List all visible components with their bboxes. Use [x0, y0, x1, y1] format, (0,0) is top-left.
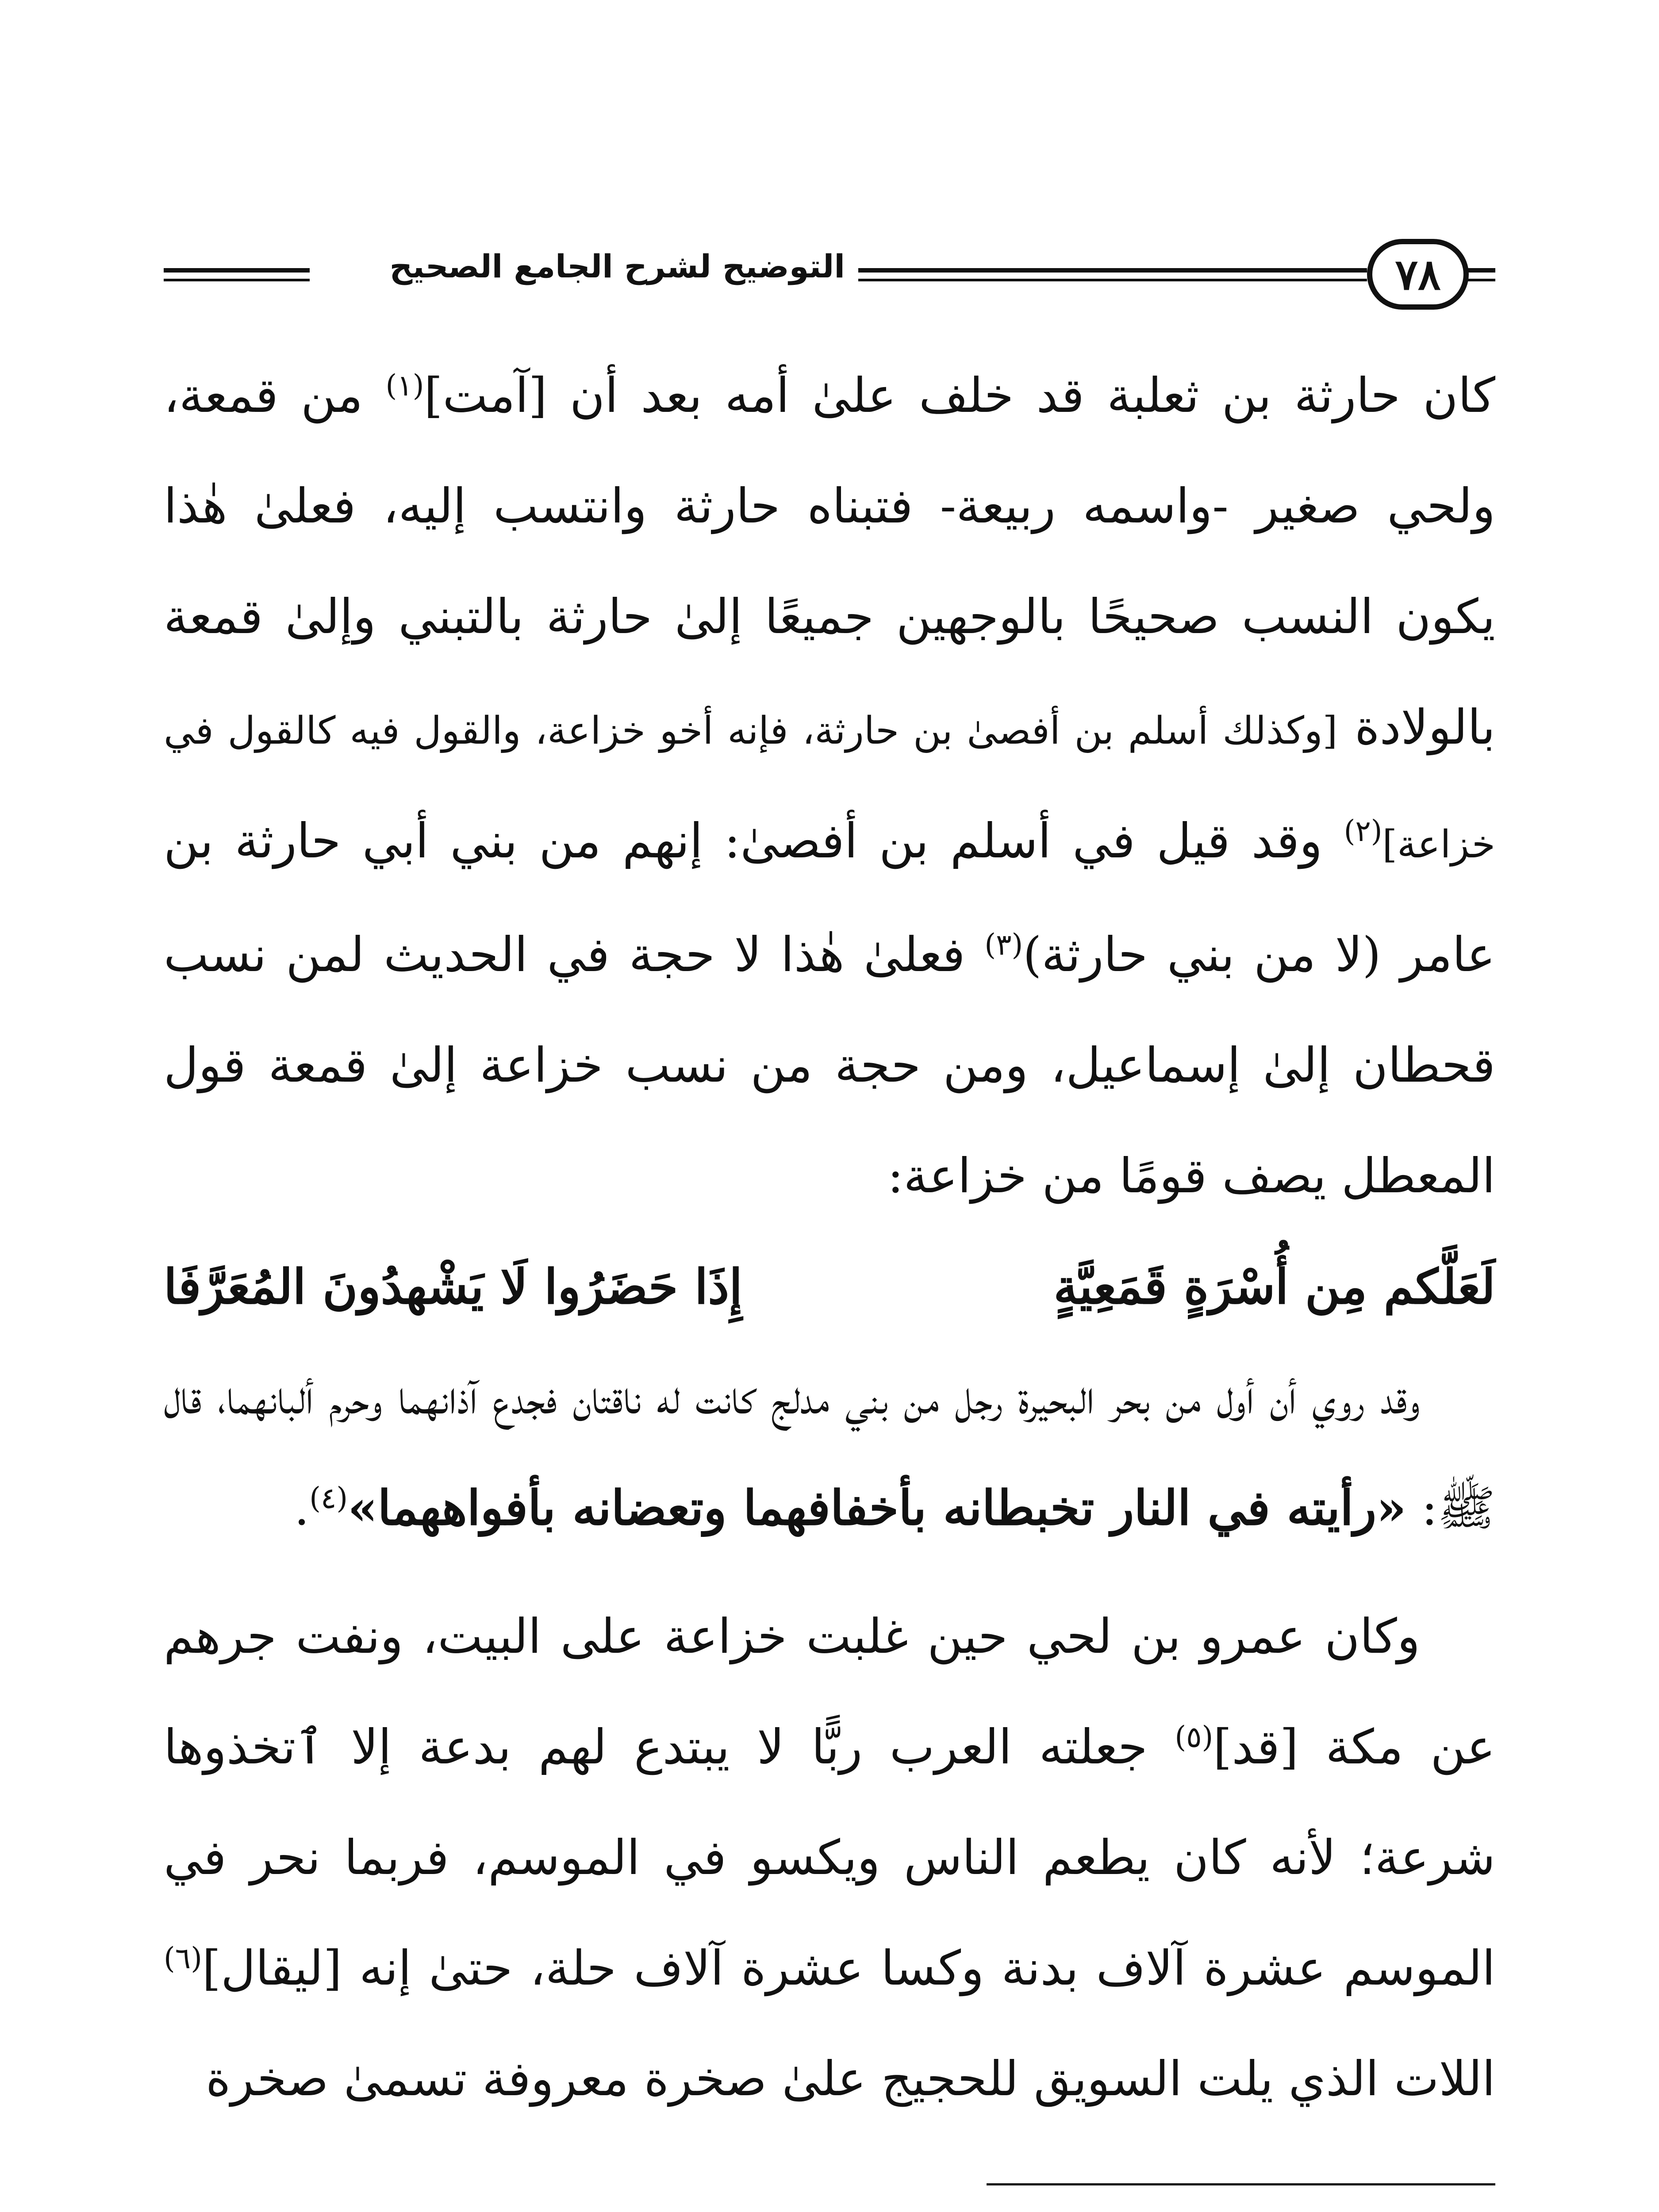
paragraph: وقد روي أن أول من بحر البحيرة رجل من بني مدلج كانت له ناقتان فجدع آذانهما وحرم ألبانهما، قال ﷺ: «رأيته في النار تخبطانه بأخفافهما وتعضانه بأفواههما»$^{(٤)}$. — [164, 1370, 1495, 1536]
footnote-marker[interactable]: (٣) — [984, 928, 1023, 962]
footnote — [164, 2199, 1495, 2212]
footnote-marker[interactable]: (١) — [385, 369, 424, 403]
footnote-separator — [987, 2183, 1495, 2185]
footnote-marker[interactable]: (٦) — [164, 1941, 202, 1975]
footnote-marker[interactable]: (٢) — [1344, 814, 1382, 848]
book-page — [164, 239, 1495, 2212]
verse-first-half: لَعَلَّكم مِن أُسْرَةٍ قَمَعِيَّةٍ — [1053, 1259, 1495, 1315]
footnote-text — [164, 2199, 1402, 2212]
running-title: التوضيح لشرح الجامع الصحيح — [389, 248, 845, 285]
inserted-text: [وكذلك أسلم بن أفصىٰ بن حارثة، فإنه أخو خزاعة، والقول فيه كالقول في خزاعة] — [164, 709, 1495, 867]
header-rule — [164, 268, 310, 281]
footnotes — [164, 2199, 1495, 2212]
paragraph: كان حارثة بن ثعلبة قد خلف علىٰ أمه بعد أن [آمت]$^{(١)}$ من قمعة، ولحي صغير -واسمه ربيعة- فتبناه حارثة وانتسب إليه، فعلىٰ هٰذا يكون النسب صحيحًا بالوجهين جميعًا إلىٰ حارثة بالتبني وإلىٰ قمعة بالولادة [وكذلك أسلم بن أفصىٰ بن حارثة، فإنه أخو خزاعة، والقول فيه كالقول في خزاعة]$^{(٢)}$ وقد قيل في أسلم بن أفصىٰ: إنهم من بني أبي حارثة بن عامر (لا من بني حارثة)$^{(٣)}$ فعلىٰ هٰذا لا حجة في الحديث لمن نسب قحطان إلىٰ إسماعيل، ومن حجة من نسب خزاعة إلىٰ قمعة قول المعطل يصف قومًا من خزاعة: — [164, 368, 1496, 1204]
header-rule — [1464, 268, 1495, 281]
page-header — [164, 239, 1495, 319]
verse-second-half: إِذَا حَضَرُوا لَا يَشْهدُونَ المُعَرَّفَا — [164, 1259, 743, 1315]
footnote-marker[interactable]: (٥) — [1175, 1720, 1214, 1754]
paragraph: وكان عمرو بن لحي حين غلبت خزاعة على البيت، ونفت جرهم عن مكة [قد]$^{(٥)}$ جعلته العرب ربًّا لا يبتدع لهم بدعة إلا ٱتخذوها شرعة؛ لأنه كان يطعم الناس ويكسو في الموسم، فربما نحر في الموسم عشرة آلاف بدنة وكسا عشرة آلاف حلة، حتىٰ إنه [ليقال]$^{(٦)}$ اللات الذي يلت السويق للحجيج علىٰ صخرة معروفة تسمىٰ صخرة — [164, 1609, 1495, 2107]
footnote-marker[interactable]: (٤) — [309, 1481, 348, 1515]
page-number: ٧٨ — [1367, 239, 1469, 310]
poem-verse — [164, 1232, 1495, 1342]
header-rule — [858, 268, 1367, 281]
footnote-number — [1420, 2199, 1495, 2212]
main-text — [164, 341, 1495, 2135]
hadith-quote: «رأيته في النار تخبطانه بأخفافهما وتعضانه بأفواههما» — [348, 1480, 1406, 1536]
